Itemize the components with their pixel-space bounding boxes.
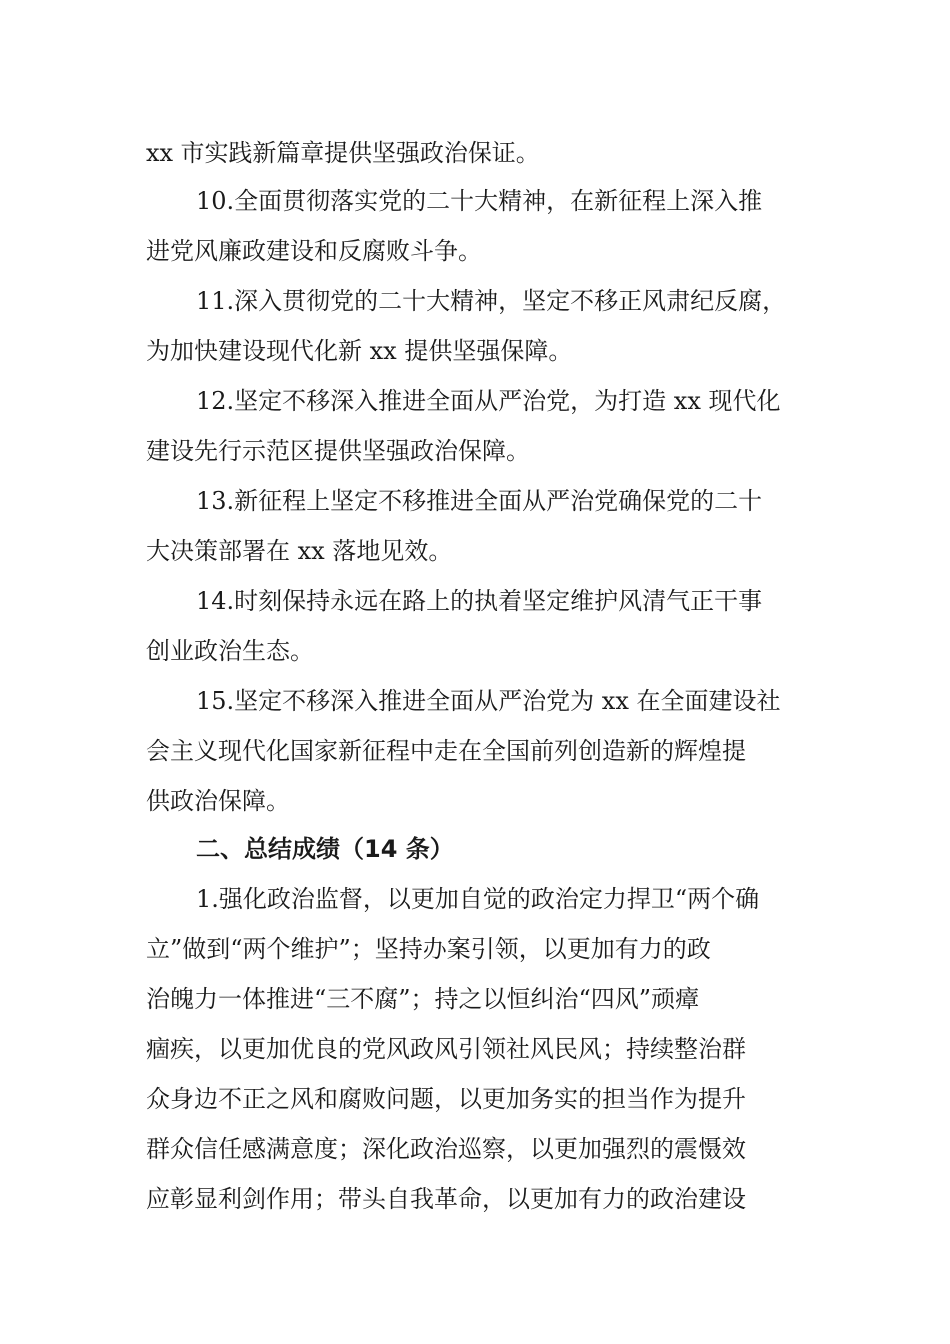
- text-line-9: 大决策部署在 xx 落地见效。: [146, 537, 453, 565]
- text-line-11: 创业政治生态。: [146, 637, 314, 665]
- text-line-2: 10.全面贯彻落实党的二十大精神，在新征程上深入推: [196, 187, 763, 215]
- text-line-4: 11.深入贯彻党的二十大精神，坚定不移正风肃纪反腐，: [196, 287, 787, 315]
- text-line-10: 14.时刻保持永远在路上的执着坚定维护风清气正干事: [196, 587, 763, 615]
- text-line-7: 建设先行示范区提供坚强政治保障。: [146, 437, 530, 465]
- text-line-5: 为加快建设现代化新 xx 提供坚强保障。: [146, 337, 573, 365]
- text-line-3: 进党风廉政建设和反腐败斗争。: [146, 237, 482, 265]
- text-line-13: 会主义现代化国家新征程中走在全国前列创造新的辉煌提: [146, 737, 746, 765]
- text-line-8: 13.新征程上坚定不移推进全面从严治党确保党的二十: [196, 487, 763, 515]
- text-line-17: 立”做到“两个维护”；坚持办案引领，以更加有力的政: [146, 935, 711, 963]
- text-line-1: xx 市实践新篇章提供坚强政治保证。: [146, 139, 540, 167]
- text-line-19: 痼疾，以更加优良的党风政风引领社风民风；持续整治群: [146, 1035, 746, 1063]
- text-line-20: 众身边不正之风和腐败问题，以更加务实的担当作为提升: [146, 1085, 746, 1113]
- text-line-22: 应彰显利剑作用；带头自我革命，以更加有力的政治建设: [146, 1185, 746, 1213]
- text-line-16: 1.强化政治监督，以更加自觉的政治定力捍卫“两个确: [196, 885, 760, 913]
- text-line-21: 群众信任感满意度；深化政治巡察，以更加强烈的震慑效: [146, 1135, 746, 1163]
- text-line-14: 供政治保障。: [146, 787, 290, 815]
- text-line-18: 治魄力一体推进“三不腐”；持之以恒纠治“四风”顽瘴: [146, 985, 700, 1013]
- section-heading: 二、总结成绩（14 条）: [196, 835, 454, 863]
- text-line-6: 12.坚定不移深入推进全面从严治党，为打造 xx 现代化: [196, 387, 781, 415]
- text-line-12: 15.坚定不移深入推进全面从严治党为 xx 在全面建设社: [196, 687, 781, 715]
